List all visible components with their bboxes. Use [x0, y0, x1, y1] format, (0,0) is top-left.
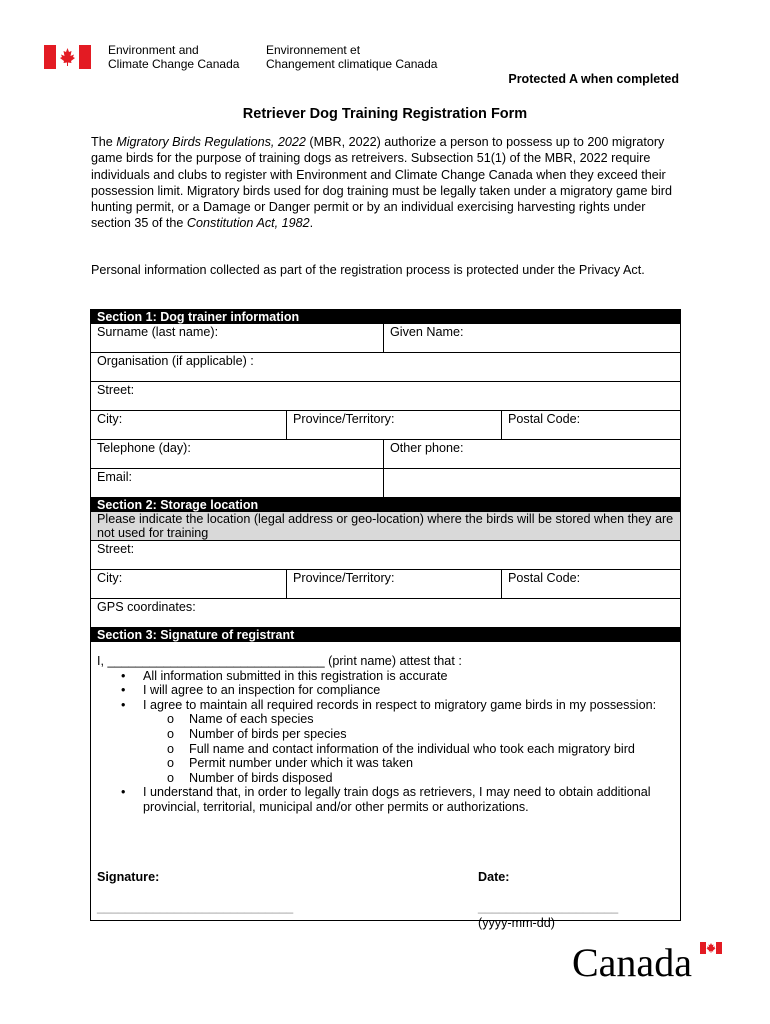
email-field[interactable]: Email:: [97, 470, 132, 484]
signature-section: [91, 642, 680, 930]
name-row: [91, 324, 680, 353]
storage-city-field[interactable]: City:: [97, 571, 123, 585]
gps-field[interactable]: GPS coordinates:: [97, 600, 196, 614]
wordmark-flag-icon: [700, 942, 722, 954]
list-item: • I understand that, in order to legally train dogs as retrievers, I may need to obtain additional provincial, territorial, municipal and/or other permits or authorizations.: [143, 785, 674, 814]
date-format-hint: (yyyy-mm-dd): [478, 916, 555, 930]
records-sublist: [143, 712, 674, 785]
telephone-field[interactable]: Telephone (day):: [97, 441, 191, 455]
storage-street-row: [91, 541, 680, 570]
storage-province-field[interactable]: Province/Territory:: [286, 570, 501, 598]
signature-label: Signature:: [97, 870, 160, 884]
given-name-field[interactable]: Given Name:: [383, 324, 680, 352]
storage-note: Please indicate the location (legal address or geo-location) where the birds will be stored when they are not used for training: [91, 512, 680, 541]
list-item: o Number of birds per species: [189, 727, 674, 742]
protected-label: Protected A when completed: [508, 72, 679, 86]
gps-row: [91, 599, 680, 628]
canada-flag-icon: [44, 45, 91, 69]
list-item: • I agree to maintain all required records in respect to migratory game birds in my possession: o Name of each species o Number of birds per species o Full name and contact information of the individual who took each migratory bird o Permit number under which it was taken o Number of birds disposed: [143, 698, 674, 786]
list-item: • All information submitted in this registration is accurate: [143, 669, 674, 684]
list-item: • I will agree to an inspection for compliance: [143, 683, 674, 698]
email-blank-cell: [383, 469, 680, 497]
list-item: o Permit number under which it was taken: [189, 756, 674, 771]
city-field[interactable]: City:: [97, 412, 123, 426]
section-3-heading: Section 3: Signature of registrant: [91, 628, 680, 642]
storage-street-field[interactable]: Street:: [97, 542, 135, 556]
form-title: Retriever Dog Training Registration Form: [242, 106, 528, 122]
date-field[interactable]: ____________________: [478, 900, 619, 914]
page-header: [44, 43, 734, 75]
city-row: [91, 411, 680, 440]
attest-list: [97, 669, 674, 815]
department-name-french: Environnement et Changement climatique Canada: [266, 43, 438, 71]
province-field[interactable]: Province/Territory:: [286, 411, 501, 439]
section-1-heading: Section 1: Dog trainer information: [91, 310, 680, 324]
privacy-paragraph: Personal information collected as part of the registration process is protected under the Privacy Act.: [91, 263, 645, 277]
storage-postal-code-field[interactable]: Postal Code:: [501, 570, 680, 598]
list-item: o Name of each species: [189, 712, 674, 727]
registration-form: [90, 309, 681, 930]
canada-wordmark-text: Canada: [572, 940, 692, 980]
section-2-heading: Section 2: Storage location: [91, 498, 680, 512]
postal-code-field[interactable]: Postal Code:: [501, 411, 680, 439]
phone-row: [91, 440, 680, 469]
signature-field[interactable]: ____________________________: [97, 900, 294, 914]
surname-field[interactable]: Surname (last name):: [97, 325, 219, 339]
street-row: [91, 382, 680, 411]
other-phone-field[interactable]: Other phone:: [383, 440, 680, 468]
list-item: o Full name and contact information of the individual who took each migratory bird: [189, 742, 674, 757]
organisation-row: [91, 353, 680, 382]
date-label: Date:: [478, 870, 510, 884]
organisation-field[interactable]: Organisation (if applicable) :: [97, 354, 254, 368]
storage-city-row: [91, 570, 680, 599]
department-name-english: Environment and Climate Change Canada: [108, 43, 240, 71]
canada-wordmark-logo: [572, 940, 722, 980]
attest-line[interactable]: I, _______________________________ (print name) attest that :: [97, 654, 462, 668]
street-field[interactable]: Street:: [97, 383, 135, 397]
intro-paragraph: The Migratory Birds Regulations, 2022 (MBR, 2022) authorize a person to possess up to 200 migratory game birds for the purpose of training dogs as retreivers. Subsection 51(1) of the MBR, 2022 require individuals and clubs to register with Environment and Climate Change Canada when they exceed their possession limit. Migratory birds used for dog training must be legally taken under a migratory game bird hunting permit, or a Damage or Danger permit or by an individual exercising harvesting rights under section 35 of the Constitution Act, 1982.: [91, 135, 672, 231]
email-row: [91, 469, 680, 498]
list-item: o Number of birds disposed: [189, 771, 674, 786]
